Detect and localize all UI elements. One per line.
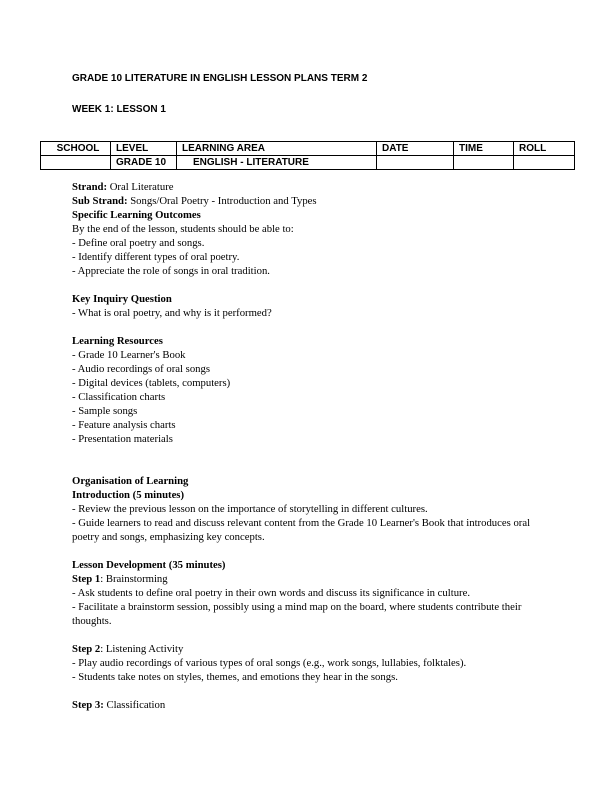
table-row xyxy=(41,156,575,170)
outcomes-heading: Specific Learning Outcomes xyxy=(72,209,201,221)
list-item: - Guide learners to read and discuss relevant content from the Grade 10 Learner's Book that introduces oral poetry and songs, emphasizing key concepts. xyxy=(72,517,531,543)
step2-label: Step 2 xyxy=(72,643,101,655)
list-item: - What is oral poetry, and why is it performed? xyxy=(72,307,272,319)
list-item: - Review the previous lesson on the importance of storytelling in different cultures. xyxy=(72,503,428,515)
sub-strand-line xyxy=(72,194,542,208)
header-learning-area: LEARNING AREA xyxy=(177,142,377,156)
list-item: - Students take notes on styles, themes, and emotions they hear in the songs. xyxy=(72,671,398,683)
header-level: LEVEL xyxy=(111,142,177,156)
list-item: - Sample songs xyxy=(72,405,138,417)
sub-strand-label: Sub Strand: xyxy=(72,195,128,207)
cell-roll xyxy=(514,156,575,170)
step1-label: Step 1 xyxy=(72,573,101,585)
resources-heading: Learning Resources xyxy=(72,335,163,347)
list-item: - Define oral poetry and songs. xyxy=(72,237,205,249)
list-item: - Grade 10 Learner's Book xyxy=(72,349,186,361)
header-roll: ROLL xyxy=(514,142,575,156)
cell-learning-area: ENGLISH - LITERATURE xyxy=(177,156,377,170)
list-item: - Appreciate the role of songs in oral tradition. xyxy=(72,265,270,277)
development-heading: Lesson Development (35 minutes) xyxy=(72,559,226,571)
list-item: - Ask students to define oral poetry in their own words and discuss its significance in culture. xyxy=(72,587,471,599)
lesson-body xyxy=(72,180,542,712)
list-item: - Play audio recordings of various types of oral songs (e.g., work songs, lullabies, folktales). xyxy=(72,657,467,669)
table-header-row xyxy=(41,142,575,156)
step3-label: Step 3: xyxy=(72,699,104,711)
strand-value: Oral Literature xyxy=(107,181,174,193)
list-item: - Digital devices (tablets, computers) xyxy=(72,377,231,389)
step3-line xyxy=(72,698,542,712)
step3-title: Classification xyxy=(103,699,166,711)
list-item: - Classification charts xyxy=(72,391,166,403)
step1-title: : Brainstorming xyxy=(100,573,168,585)
week-lesson-title: WEEK 1: LESSON 1 xyxy=(72,104,166,115)
header-date: DATE xyxy=(377,142,454,156)
strand-label: Strand: xyxy=(72,181,108,193)
inquiry-heading: Key Inquiry Question xyxy=(72,293,172,305)
list-item: - Presentation materials xyxy=(72,433,173,445)
strand-line xyxy=(72,180,542,194)
list-item: - Identify different types of oral poetry. xyxy=(72,251,240,263)
lesson-header-table xyxy=(40,141,575,170)
list-item: - Feature analysis charts xyxy=(72,419,176,431)
organisation-heading: Organisation of Learning xyxy=(72,475,189,487)
sub-strand-value: Songs/Oral Poetry - Introduction and Types xyxy=(127,195,317,207)
step2-line xyxy=(72,642,542,656)
header-time: TIME xyxy=(454,142,514,156)
step2-title: : Listening Activity xyxy=(100,643,184,655)
step1-line xyxy=(72,572,542,586)
cell-time xyxy=(454,156,514,170)
list-item: - Facilitate a brainstorm session, possibly using a mind map on the board, where students contribute their thoughts. xyxy=(72,601,522,627)
document-title: GRADE 10 LITERATURE IN ENGLISH LESSON PLANS TERM 2 xyxy=(72,73,368,84)
list-item: - Audio recordings of oral songs xyxy=(72,363,211,375)
introduction-heading: Introduction (5 minutes) xyxy=(72,489,185,501)
cell-date xyxy=(377,156,454,170)
cell-level: GRADE 10 xyxy=(111,156,177,170)
outcomes-intro: By the end of the lesson, students should be able to: xyxy=(72,223,294,235)
header-school: SCHOOL xyxy=(41,142,111,156)
cell-school xyxy=(41,156,111,170)
